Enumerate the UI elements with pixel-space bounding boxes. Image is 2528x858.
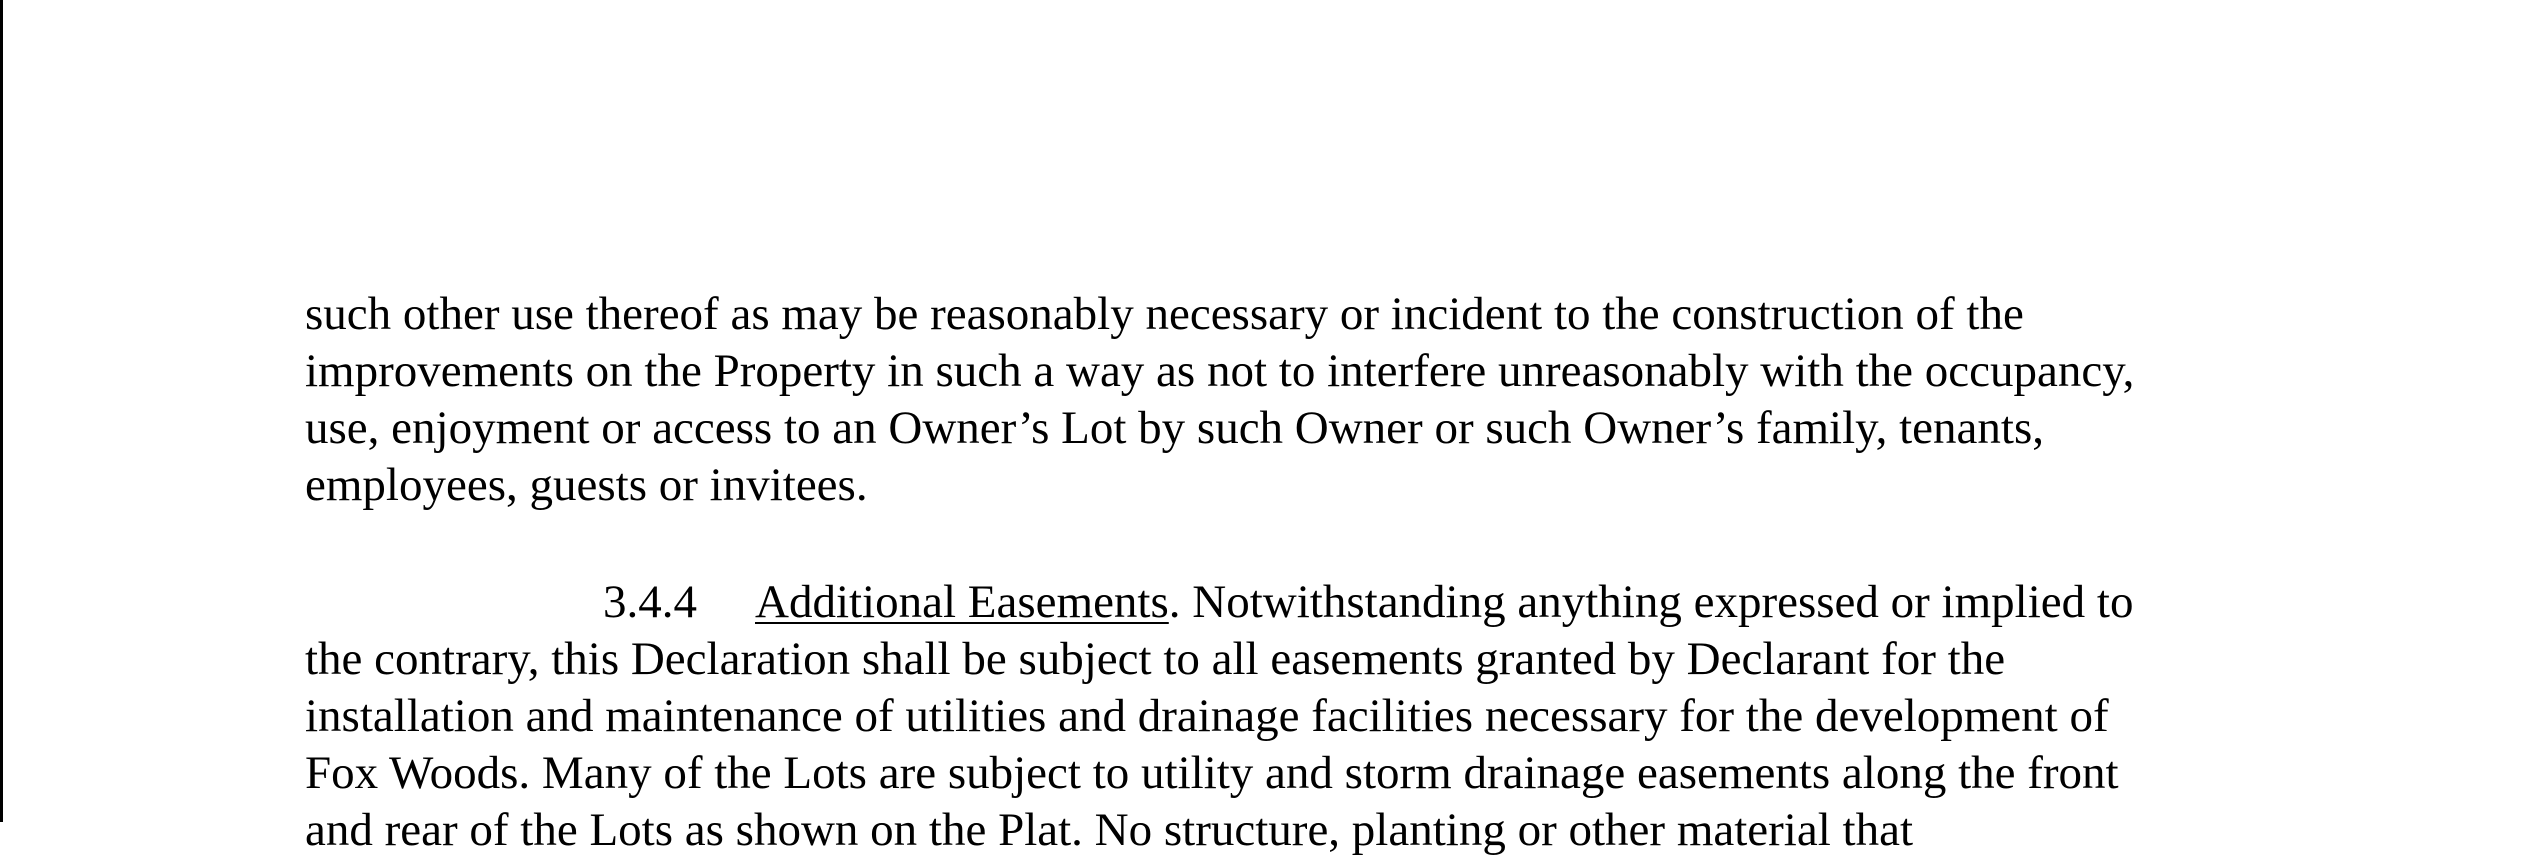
text-line: employees, guests or invitees. — [305, 459, 868, 511]
section-heading: Additional Easements — [755, 576, 1169, 628]
text-line: such other use thereof as may be reasonably necessary or incident to the construction of the — [305, 288, 2024, 340]
text-line: improvements on the Property in such a way as not to interfere unreasonably with the occupancy, — [305, 345, 2135, 397]
text-line: and rear of the Lots as shown on the Plat. No structure, planting or other material that — [305, 804, 1914, 856]
text-line: Fox Woods. Many of the Lots are subject to utility and storm drainage easements along the front — [305, 747, 2119, 799]
section-first-line-text: . Notwithstanding anything expressed or implied to — [1168, 576, 2134, 628]
page-left-border — [0, 0, 3, 822]
text-line: installation and maintenance of utilities and drainage facilities necessary for the development of — [305, 690, 2109, 742]
text-line: use, enjoyment or access to an Owner’s Lot by such Owner or such Owner’s family, tenants, — [305, 402, 2044, 454]
section-number: 3.4.4 — [603, 576, 697, 628]
text-line: the contrary, this Declaration shall be subject to all easements granted by Declarant for the — [305, 633, 2006, 685]
section-first-line — [603, 574, 2133, 630]
